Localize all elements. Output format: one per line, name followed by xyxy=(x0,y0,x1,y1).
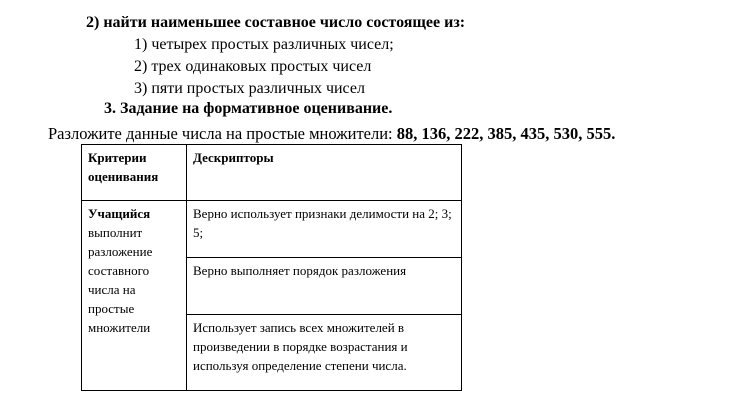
rubric-header-row xyxy=(82,145,462,201)
task2-item-3: 3) пяти простых различных чисел xyxy=(134,80,365,97)
descriptor-2: Верно выполняет порядок разложения xyxy=(187,258,462,315)
criterion-text: выполнит разложение составного числа на простые множители xyxy=(88,225,153,335)
rubric-row xyxy=(82,201,462,258)
descriptor-3: Использует запись всех множителей в произведении в порядке возрастания и используя определение степени числа. xyxy=(187,315,462,391)
instruction-text: Разложите данные числа на простые множители: xyxy=(48,124,393,143)
task2-item-2: 2) трех одинаковых простых чисел xyxy=(134,58,372,75)
instruction-numbers: 88, 136, 222, 385, 435, 530, 555. xyxy=(396,124,616,143)
task2-heading: 2) найти наименьшее составное число состоящее из: xyxy=(86,14,466,31)
criterion-cell xyxy=(82,201,187,391)
criterion-subject: Учащийся xyxy=(88,206,151,221)
criteria-header-label: Критерии оценивания xyxy=(88,150,159,184)
task2-item-1: 1) четырех простых различных чисел; xyxy=(134,36,394,53)
instruction-line xyxy=(48,124,615,144)
rubric-table xyxy=(81,144,462,391)
criteria-header xyxy=(82,145,187,201)
descriptor-1: Верно использует признаки делимости на 2; 3; 5; xyxy=(187,201,462,258)
task3-heading: 3. Задание на формативное оценивание. xyxy=(104,100,393,117)
descriptors-header: Дескрипторы xyxy=(187,145,462,201)
